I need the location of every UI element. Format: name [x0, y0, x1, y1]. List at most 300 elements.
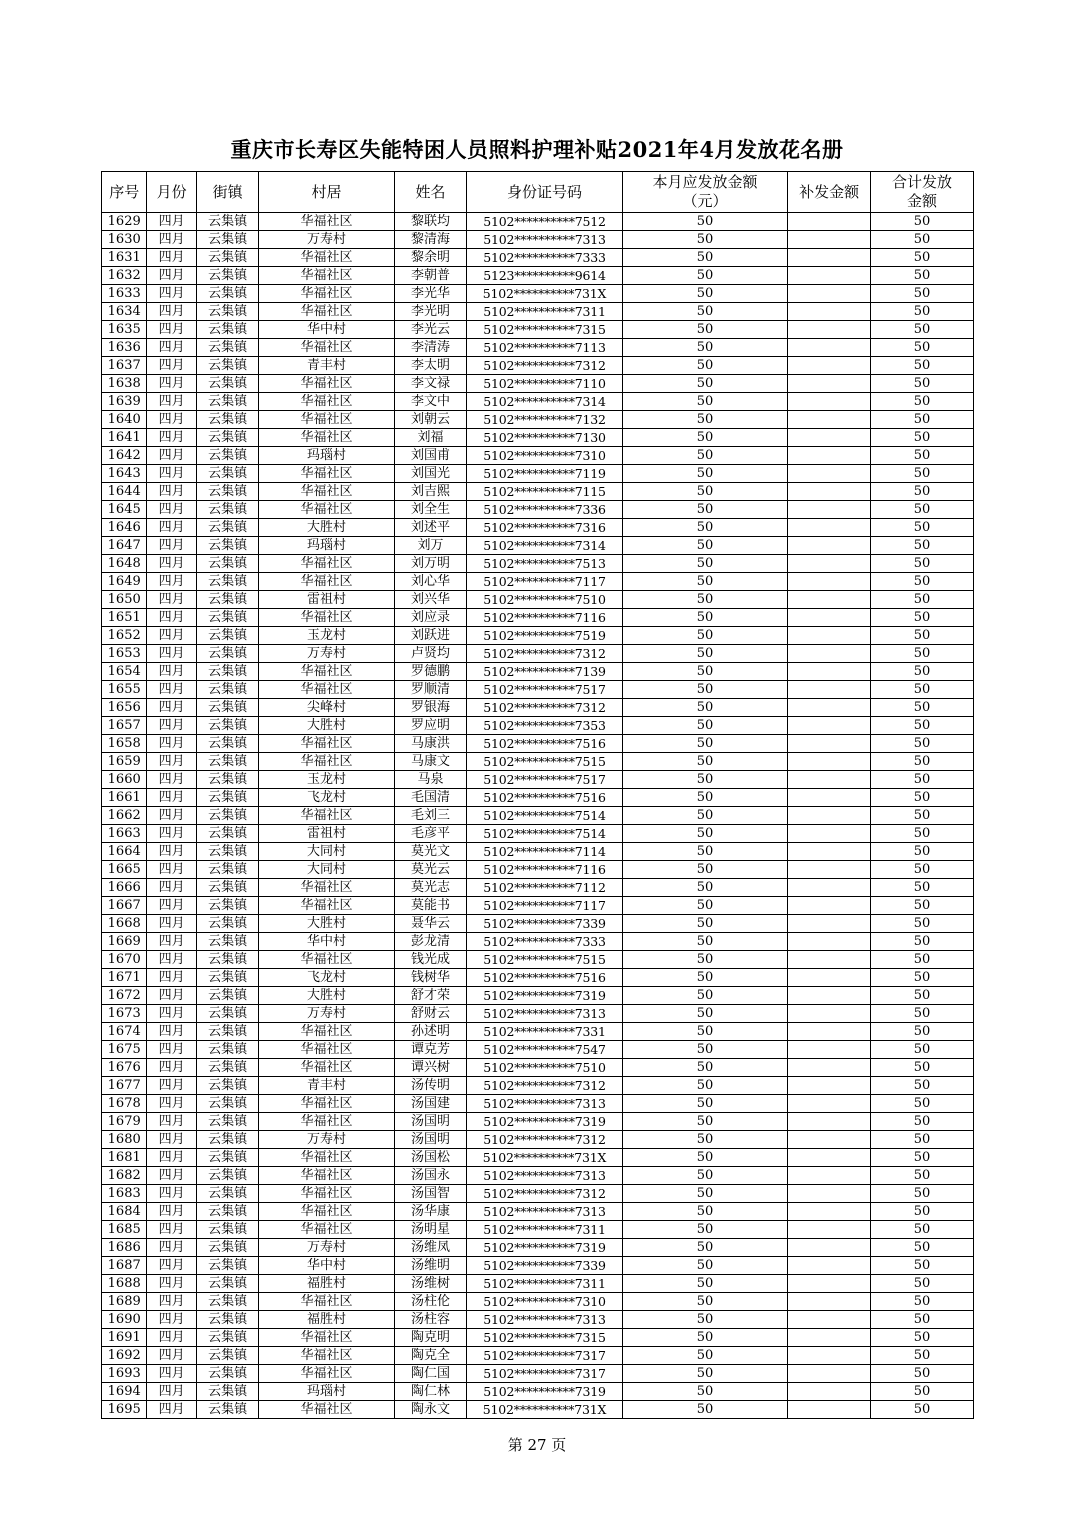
cell-month: 四月: [147, 1005, 196, 1023]
cell-town: 云集镇: [196, 501, 259, 519]
cell-town: 云集镇: [196, 1131, 259, 1149]
cell-month: 四月: [147, 303, 196, 321]
cell-id-number: 5102**********731X: [467, 285, 622, 303]
cell-supplement-amount: [788, 1221, 871, 1239]
cell-village: 万寿村: [259, 231, 394, 249]
cell-seq: 1658: [102, 735, 147, 753]
table-row: [102, 1185, 974, 1203]
cell-supplement-amount: [788, 1005, 871, 1023]
cell-monthly-amount: 50: [622, 537, 788, 555]
cell-id-number: 5102**********7313: [467, 1095, 622, 1113]
cell-village: 福胜村: [259, 1275, 394, 1293]
cell-seq: 1666: [102, 879, 147, 897]
cell-month: 四月: [147, 1401, 196, 1419]
cell-village: 华福社区: [259, 483, 394, 501]
cell-total-amount: 50: [871, 465, 974, 483]
cell-name: 刘国甫: [394, 447, 467, 465]
cell-month: 四月: [147, 1347, 196, 1365]
cell-monthly-amount: 50: [622, 1185, 788, 1203]
cell-id-number: 5102**********7312: [467, 645, 622, 663]
cell-monthly-amount: 50: [622, 357, 788, 375]
cell-town: 云集镇: [196, 1077, 259, 1095]
cell-town: 云集镇: [196, 321, 259, 339]
cell-name: 马康洪: [394, 735, 467, 753]
cell-total-amount: 50: [871, 1401, 974, 1419]
cell-town: 云集镇: [196, 717, 259, 735]
cell-month: 四月: [147, 1131, 196, 1149]
cell-seq: 1631: [102, 249, 147, 267]
cell-village: 华福社区: [259, 1113, 394, 1131]
cell-seq: 1673: [102, 1005, 147, 1023]
cell-monthly-amount: 50: [622, 447, 788, 465]
cell-town: 云集镇: [196, 1347, 259, 1365]
cell-id-number: 5102**********731X: [467, 1149, 622, 1167]
cell-month: 四月: [147, 267, 196, 285]
cell-monthly-amount: 50: [622, 897, 788, 915]
cell-month: 四月: [147, 357, 196, 375]
cell-total-amount: 50: [871, 753, 974, 771]
cell-month: 四月: [147, 1095, 196, 1113]
cell-monthly-amount: 50: [622, 717, 788, 735]
table-row: [102, 1257, 974, 1275]
cell-town: 云集镇: [196, 213, 259, 231]
table-row: [102, 951, 974, 969]
table-row: [102, 735, 974, 753]
cell-monthly-amount: 50: [622, 1077, 788, 1095]
cell-total-amount: 50: [871, 861, 974, 879]
cell-village: 华福社区: [259, 1347, 394, 1365]
cell-supplement-amount: [788, 285, 871, 303]
cell-monthly-amount: 50: [622, 681, 788, 699]
table-row: [102, 375, 974, 393]
table-row: [102, 1077, 974, 1095]
cell-monthly-amount: 50: [622, 429, 788, 447]
cell-month: 四月: [147, 1365, 196, 1383]
cell-id-number: 5102**********7339: [467, 1257, 622, 1275]
cell-total-amount: 50: [871, 357, 974, 375]
cell-seq: 1682: [102, 1167, 147, 1185]
table-row: [102, 411, 974, 429]
cell-id-number: 5102**********7119: [467, 465, 622, 483]
cell-month: 四月: [147, 411, 196, 429]
cell-id-number: 5102**********7139: [467, 663, 622, 681]
cell-village: 华福社区: [259, 897, 394, 915]
cell-seq: 1638: [102, 375, 147, 393]
cell-village: 华福社区: [259, 1401, 394, 1419]
cell-village: 华福社区: [259, 429, 394, 447]
cell-supplement-amount: [788, 339, 871, 357]
cell-village: 玛瑙村: [259, 1383, 394, 1401]
cell-name: 汤国明: [394, 1113, 467, 1131]
cell-seq: 1689: [102, 1293, 147, 1311]
cell-name: 刘福: [394, 429, 467, 447]
cell-village: 华福社区: [259, 1059, 394, 1077]
cell-supplement-amount: [788, 843, 871, 861]
cell-monthly-amount: 50: [622, 1131, 788, 1149]
cell-village: 华福社区: [259, 1149, 394, 1167]
cell-name: 陶克全: [394, 1347, 467, 1365]
cell-monthly-amount: 50: [622, 375, 788, 393]
cell-name: 莫能书: [394, 897, 467, 915]
cell-monthly-amount: 50: [622, 951, 788, 969]
cell-monthly-amount: 50: [622, 1257, 788, 1275]
cell-monthly-amount: 50: [622, 1167, 788, 1185]
cell-supplement-amount: [788, 1023, 871, 1041]
table-row: [102, 1203, 974, 1221]
cell-seq: 1693: [102, 1365, 147, 1383]
cell-total-amount: 50: [871, 213, 974, 231]
cell-seq: 1662: [102, 807, 147, 825]
cell-supplement-amount: [788, 915, 871, 933]
cell-id-number: 5102**********7312: [467, 699, 622, 717]
cell-id-number: 5102**********7513: [467, 555, 622, 573]
cell-total-amount: 50: [871, 915, 974, 933]
table-row: [102, 519, 974, 537]
cell-id-number: 5102**********7319: [467, 987, 622, 1005]
table-row: [102, 717, 974, 735]
cell-name: 黎联均: [394, 213, 467, 231]
cell-village: 华福社区: [259, 501, 394, 519]
cell-supplement-amount: [788, 1311, 871, 1329]
cell-total-amount: 50: [871, 933, 974, 951]
cell-month: 四月: [147, 321, 196, 339]
cell-seq: 1687: [102, 1257, 147, 1275]
cell-seq: 1672: [102, 987, 147, 1005]
cell-id-number: 5102**********7310: [467, 1293, 622, 1311]
cell-town: 云集镇: [196, 249, 259, 267]
cell-town: 云集镇: [196, 969, 259, 987]
cell-name: 汤维明: [394, 1257, 467, 1275]
cell-name: 罗银海: [394, 699, 467, 717]
cell-month: 四月: [147, 1185, 196, 1203]
cell-supplement-amount: [788, 825, 871, 843]
cell-month: 四月: [147, 1221, 196, 1239]
cell-total-amount: 50: [871, 1329, 974, 1347]
cell-name: 李文中: [394, 393, 467, 411]
cell-seq: 1667: [102, 897, 147, 915]
cell-town: 云集镇: [196, 879, 259, 897]
header-id-number: 身份证号码: [467, 172, 622, 213]
cell-month: 四月: [147, 771, 196, 789]
cell-supplement-amount: [788, 357, 871, 375]
cell-month: 四月: [147, 627, 196, 645]
cell-month: 四月: [147, 699, 196, 717]
cell-village: 华中村: [259, 1257, 394, 1275]
cell-total-amount: 50: [871, 429, 974, 447]
cell-supplement-amount: [788, 1383, 871, 1401]
cell-seq: 1692: [102, 1347, 147, 1365]
cell-id-number: 5102**********7519: [467, 627, 622, 645]
cell-name: 卢贤均: [394, 645, 467, 663]
cell-id-number: 5102**********7311: [467, 303, 622, 321]
cell-supplement-amount: [788, 1203, 871, 1221]
cell-total-amount: 50: [871, 537, 974, 555]
cell-id-number: 5102**********7313: [467, 231, 622, 249]
table-row: [102, 303, 974, 321]
cell-village: 大胜村: [259, 987, 394, 1005]
cell-village: 青丰村: [259, 1077, 394, 1095]
cell-month: 四月: [147, 213, 196, 231]
cell-id-number: 5102**********7515: [467, 951, 622, 969]
cell-village: 华福社区: [259, 951, 394, 969]
cell-total-amount: 50: [871, 1077, 974, 1095]
cell-name: 汤国松: [394, 1149, 467, 1167]
cell-monthly-amount: 50: [622, 1149, 788, 1167]
cell-month: 四月: [147, 1383, 196, 1401]
cell-village: 华福社区: [259, 1167, 394, 1185]
cell-village: 雷祖村: [259, 825, 394, 843]
cell-total-amount: 50: [871, 627, 974, 645]
cell-id-number: 5102**********7310: [467, 447, 622, 465]
cell-village: 华福社区: [259, 1329, 394, 1347]
cell-id-number: 5102**********7130: [467, 429, 622, 447]
cell-supplement-amount: [788, 231, 871, 249]
cell-month: 四月: [147, 681, 196, 699]
cell-monthly-amount: 50: [622, 591, 788, 609]
cell-seq: 1688: [102, 1275, 147, 1293]
cell-supplement-amount: [788, 591, 871, 609]
cell-month: 四月: [147, 375, 196, 393]
header-village: 村居: [259, 172, 394, 213]
cell-town: 云集镇: [196, 1149, 259, 1167]
cell-supplement-amount: [788, 1239, 871, 1257]
cell-town: 云集镇: [196, 609, 259, 627]
cell-total-amount: 50: [871, 573, 974, 591]
cell-total-amount: 50: [871, 951, 974, 969]
cell-supplement-amount: [788, 933, 871, 951]
cell-total-amount: 50: [871, 1113, 974, 1131]
table-row: [102, 339, 974, 357]
cell-town: 云集镇: [196, 1185, 259, 1203]
cell-seq: 1655: [102, 681, 147, 699]
cell-id-number: 5102**********7547: [467, 1041, 622, 1059]
cell-name: 李清涛: [394, 339, 467, 357]
cell-id-number: 5102**********7515: [467, 753, 622, 771]
cell-village: 华福社区: [259, 1365, 394, 1383]
cell-seq: 1671: [102, 969, 147, 987]
cell-month: 四月: [147, 1167, 196, 1185]
cell-total-amount: 50: [871, 1347, 974, 1365]
cell-id-number: 5102**********7339: [467, 915, 622, 933]
cell-month: 四月: [147, 537, 196, 555]
cell-seq: 1680: [102, 1131, 147, 1149]
cell-village: 华福社区: [259, 807, 394, 825]
cell-town: 云集镇: [196, 1401, 259, 1419]
cell-seq: 1644: [102, 483, 147, 501]
cell-id-number: 5102**********7317: [467, 1365, 622, 1383]
cell-village: 大胜村: [259, 915, 394, 933]
cell-town: 云集镇: [196, 699, 259, 717]
cell-monthly-amount: 50: [622, 501, 788, 519]
cell-village: 雷祖村: [259, 591, 394, 609]
cell-name: 刘朝云: [394, 411, 467, 429]
table-row: [102, 663, 974, 681]
cell-total-amount: 50: [871, 735, 974, 753]
cell-id-number: 5102**********7312: [467, 357, 622, 375]
cell-name: 舒财云: [394, 1005, 467, 1023]
cell-supplement-amount: [788, 411, 871, 429]
cell-name: 聂华云: [394, 915, 467, 933]
cell-name: 刘应录: [394, 609, 467, 627]
cell-village: 飞龙村: [259, 789, 394, 807]
table-row: [102, 753, 974, 771]
cell-town: 云集镇: [196, 483, 259, 501]
cell-name: 汤维凤: [394, 1239, 467, 1257]
cell-seq: 1659: [102, 753, 147, 771]
cell-monthly-amount: 50: [622, 555, 788, 573]
cell-id-number: 5102**********7313: [467, 1203, 622, 1221]
cell-id-number: 5102**********7336: [467, 501, 622, 519]
roster-body: [102, 213, 974, 1419]
cell-total-amount: 50: [871, 555, 974, 573]
cell-village: 大同村: [259, 861, 394, 879]
cell-name: 李太明: [394, 357, 467, 375]
cell-seq: 1661: [102, 789, 147, 807]
cell-supplement-amount: [788, 879, 871, 897]
cell-total-amount: 50: [871, 987, 974, 1005]
cell-town: 云集镇: [196, 519, 259, 537]
table-row: [102, 483, 974, 501]
cell-town: 云集镇: [196, 429, 259, 447]
cell-seq: 1652: [102, 627, 147, 645]
cell-month: 四月: [147, 429, 196, 447]
cell-month: 四月: [147, 609, 196, 627]
cell-month: 四月: [147, 969, 196, 987]
cell-name: 马泉: [394, 771, 467, 789]
cell-village: 华福社区: [259, 1095, 394, 1113]
cell-total-amount: 50: [871, 231, 974, 249]
cell-total-amount: 50: [871, 1149, 974, 1167]
cell-total-amount: 50: [871, 1041, 974, 1059]
cell-seq: 1645: [102, 501, 147, 519]
cell-seq: 1669: [102, 933, 147, 951]
table-row: [102, 1401, 974, 1419]
cell-total-amount: 50: [871, 1365, 974, 1383]
cell-name: 汤国永: [394, 1167, 467, 1185]
cell-total-amount: 50: [871, 699, 974, 717]
header-name: 姓名: [394, 172, 467, 213]
cell-supplement-amount: [788, 519, 871, 537]
cell-id-number: 5102**********7319: [467, 1113, 622, 1131]
cell-supplement-amount: [788, 771, 871, 789]
cell-monthly-amount: 50: [622, 411, 788, 429]
cell-name: 罗德鹏: [394, 663, 467, 681]
cell-village: 玉龙村: [259, 627, 394, 645]
table-row: [102, 969, 974, 987]
cell-id-number: 5102**********7312: [467, 1131, 622, 1149]
cell-id-number: 5102**********7112: [467, 879, 622, 897]
cell-village: 万寿村: [259, 1005, 394, 1023]
cell-total-amount: 50: [871, 645, 974, 663]
cell-town: 云集镇: [196, 789, 259, 807]
cell-monthly-amount: 50: [622, 663, 788, 681]
cell-village: 华福社区: [259, 1293, 394, 1311]
cell-id-number: 5102**********7512: [467, 213, 622, 231]
cell-village: 华福社区: [259, 735, 394, 753]
table-row: [102, 1113, 974, 1131]
cell-village: 万寿村: [259, 1131, 394, 1149]
cell-supplement-amount: [788, 681, 871, 699]
cell-supplement-amount: [788, 465, 871, 483]
cell-name: 莫光文: [394, 843, 467, 861]
cell-village: 华福社区: [259, 249, 394, 267]
cell-total-amount: 50: [871, 879, 974, 897]
cell-seq: 1686: [102, 1239, 147, 1257]
cell-seq: 1695: [102, 1401, 147, 1419]
cell-supplement-amount: [788, 573, 871, 591]
cell-supplement-amount: [788, 807, 871, 825]
cell-supplement-amount: [788, 1257, 871, 1275]
cell-id-number: 5102**********7517: [467, 681, 622, 699]
cell-supplement-amount: [788, 987, 871, 1005]
cell-monthly-amount: 50: [622, 771, 788, 789]
table-row: [102, 267, 974, 285]
cell-month: 四月: [147, 231, 196, 249]
cell-id-number: 5102**********7117: [467, 897, 622, 915]
cell-id-number: 5102**********7116: [467, 609, 622, 627]
cell-id-number: 5102**********7314: [467, 393, 622, 411]
cell-name: 莫光云: [394, 861, 467, 879]
table-row: [102, 1131, 974, 1149]
cell-total-amount: 50: [871, 375, 974, 393]
cell-seq: 1690: [102, 1311, 147, 1329]
cell-town: 云集镇: [196, 753, 259, 771]
header-total-amount: 合计发放金额: [871, 172, 974, 213]
cell-village: 大胜村: [259, 519, 394, 537]
cell-town: 云集镇: [196, 825, 259, 843]
cell-seq: 1651: [102, 609, 147, 627]
cell-total-amount: 50: [871, 681, 974, 699]
cell-name: 刘万: [394, 537, 467, 555]
cell-name: 汤明星: [394, 1221, 467, 1239]
cell-month: 四月: [147, 1023, 196, 1041]
table-row: [102, 1275, 974, 1293]
cell-supplement-amount: [788, 393, 871, 411]
cell-total-amount: 50: [871, 1293, 974, 1311]
cell-total-amount: 50: [871, 843, 974, 861]
table-row: [102, 915, 974, 933]
cell-total-amount: 50: [871, 285, 974, 303]
cell-town: 云集镇: [196, 771, 259, 789]
cell-name: 莫光志: [394, 879, 467, 897]
cell-total-amount: 50: [871, 1059, 974, 1077]
cell-supplement-amount: [788, 969, 871, 987]
table-row: [102, 807, 974, 825]
cell-town: 云集镇: [196, 303, 259, 321]
cell-name: 黎清海: [394, 231, 467, 249]
cell-id-number: 5102**********7315: [467, 321, 622, 339]
cell-name: 刘国光: [394, 465, 467, 483]
cell-name: 李光云: [394, 321, 467, 339]
cell-town: 云集镇: [196, 1113, 259, 1131]
table-row: [102, 1149, 974, 1167]
cell-supplement-amount: [788, 861, 871, 879]
cell-name: 汤国明: [394, 1131, 467, 1149]
cell-seq: 1691: [102, 1329, 147, 1347]
cell-name: 陶仁国: [394, 1365, 467, 1383]
cell-month: 四月: [147, 789, 196, 807]
cell-monthly-amount: 50: [622, 1365, 788, 1383]
cell-monthly-amount: 50: [622, 1275, 788, 1293]
table-row: [102, 1167, 974, 1185]
cell-month: 四月: [147, 825, 196, 843]
table-row: [102, 393, 974, 411]
cell-seq: 1660: [102, 771, 147, 789]
cell-village: 华福社区: [259, 753, 394, 771]
cell-town: 云集镇: [196, 627, 259, 645]
cell-id-number: 5102**********7514: [467, 807, 622, 825]
cell-monthly-amount: 50: [622, 753, 788, 771]
